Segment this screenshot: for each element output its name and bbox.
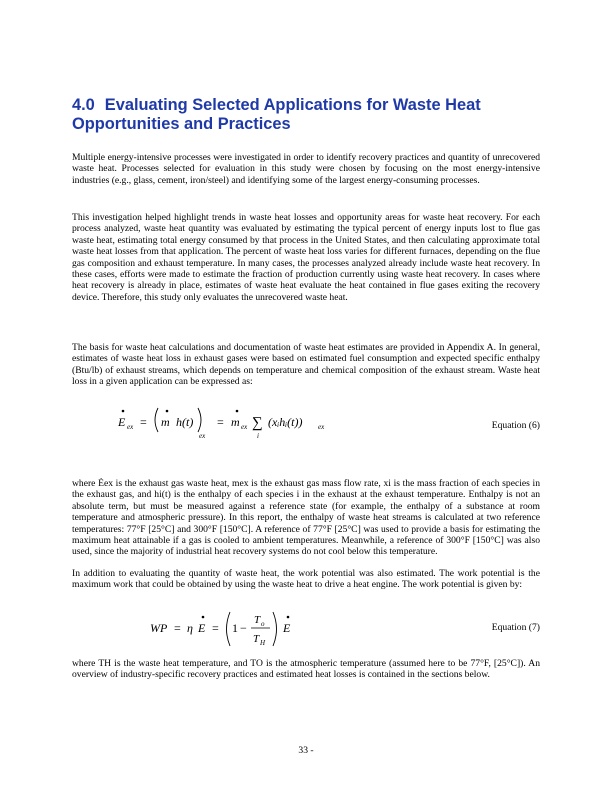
- eq6-m2: m: [231, 415, 240, 429]
- paragraph-work-potential: In addition to evaluating the quantity of waste heat, the work potential was also estimated. The work potential is the maximum work that could be obtained by using the waste heat to drive a heat engine. The work potential is given by:: [72, 568, 540, 591]
- eq6-sum-sub: i: [257, 432, 259, 440]
- eq7-minus: −: [240, 621, 247, 635]
- eq7-e2: E: [283, 621, 291, 635]
- eq7-one: 1: [232, 621, 238, 635]
- eq6-dot-e: [122, 410, 125, 413]
- eq6-m: m: [161, 415, 170, 429]
- paragraph-definitions: where Ėex is the exhaust gas waste heat, mex is the exhaust gas mass flow rate, xi is the mass fraction of each species in the exhaust gas, and hi(t) is the enthalpy of each species i in the exhaust at the exhaust temperature. Enthalpy is not an absolute term, but must be measured against a reference state (for example, the enthalpy of a substance at room temperature and atmospheric pressure). In this report, the enthalpy of waste heat streams is calculated at two reference temperatures: 77°F [25°C] and 300°F [150°C]. A reference of 77°F [25°C] was used to provide a basis for estimating the maximum heat attainable if a gas is cooled to ambient temperatures. Meanwhile, a reference of 300°F [150°C] was also used, since the majority of industrial heat recovery systems do not cool below this temperature.: [72, 478, 540, 558]
- equation-7: [72, 606, 540, 654]
- eq6-dot-m: [166, 410, 169, 413]
- eq7-rparen: [273, 612, 277, 646]
- paragraph-basis: The basis for waste heat calculations and documentation of waste heat estimates are provided in Appendix A. In general, estimates of waste heat loss in exhaust gases were based on estimated fuel consumption and expected specific enthalpy (Btu/lb) of exhaust streams, which depends on temperature and chemical composition of the exhaust stream. Waste heat loss in a given application can be expressed as:: [72, 342, 540, 388]
- section-title: Evaluating Selected Applications for Waste Heat Opportunities and Practices: [72, 96, 481, 133]
- eq7-to: T: [254, 614, 261, 626]
- paragraph-intro: Multiple energy-intensive processes were investigated in order to identify recovery practices and quantity of unrecovered waste heat. Processes selected for evaluation in this study were chosen by focusing on the most energy-intensive industries (e.g., glass, cement, iron/steel) and identifying some of the largest energy-consuming processes.: [72, 152, 540, 186]
- eq6-xh: (xᵢhᵢ(t)): [268, 415, 303, 429]
- eq7-e1: E: [198, 621, 206, 635]
- eq7-dot-e2: [287, 616, 290, 619]
- eq6-h: h(t): [176, 415, 194, 429]
- eq6-equals-1: =: [140, 415, 147, 429]
- eq7-th: T: [253, 633, 260, 645]
- eq6-equals-2: =: [217, 415, 224, 429]
- eq6-m2-sub: ex: [241, 423, 248, 431]
- eq7-eta: η: [187, 621, 193, 635]
- page-number: 33 -: [298, 745, 314, 756]
- eq6-xh-sub: ex: [318, 423, 325, 431]
- equation-6-formula: [72, 396, 472, 464]
- section-heading: [72, 96, 542, 134]
- eq6-e-sub: ex: [127, 423, 134, 431]
- eq7-th-sub: H: [260, 639, 266, 647]
- paragraph-overview: where TH is the waste heat temperature, and TO is the atmospheric temperature (assumed here to be 77°F, [25°C]). An overview of industry-specific recovery practices and estimated heat losses is contained in the sections below.: [72, 658, 540, 681]
- eq6-sum: ∑: [252, 415, 263, 431]
- eq7-to-sub: o: [261, 620, 265, 628]
- equation-6-label: Equation (6): [491, 420, 540, 431]
- eq7-dot-e1: [202, 616, 205, 619]
- eq6-dot-m2: [236, 410, 239, 413]
- equation-6: [72, 396, 540, 464]
- eq7-equals-1: =: [174, 621, 181, 635]
- equation-7-label: Equation (7): [491, 622, 540, 633]
- paragraph-investigation: This investigation helped highlight trends in waste heat losses and opportunity areas for waste heat recovery. For each process analyzed, waste heat quantity was evaluated by estimating the typical percent of energy inputs lost to flue gas waste heat, estimating total energy consumed by that process in the United States, and then calculating approximate total waste heat losses from that application. The percent of waste heat loss varies for different furnaces, depending on the flue gas composition and exhaust temperature. In many cases, the processes analyzed already include waste heat recovery. In these cases, efforts were made to estimate the fraction of production currently using waste heat recovery. In cases where heat recovery is already in place, estimates of waste heat evaluate the heat contained in flue gases exiting the recovery device. Therefore, this study only evaluates the unrecovered waste heat.: [72, 212, 540, 303]
- eq7-equals-2: =: [212, 621, 219, 635]
- equation-7-formula: [72, 606, 472, 654]
- eq6-paren-sub: ex: [199, 432, 206, 440]
- eq7-wp: WP: [150, 621, 168, 635]
- eq7-lparen: [227, 612, 231, 646]
- eq6-rparen: [198, 408, 201, 432]
- eq6-e: E: [118, 415, 126, 429]
- eq6-lparen: [155, 408, 158, 432]
- section-number: 4.0: [72, 96, 95, 114]
